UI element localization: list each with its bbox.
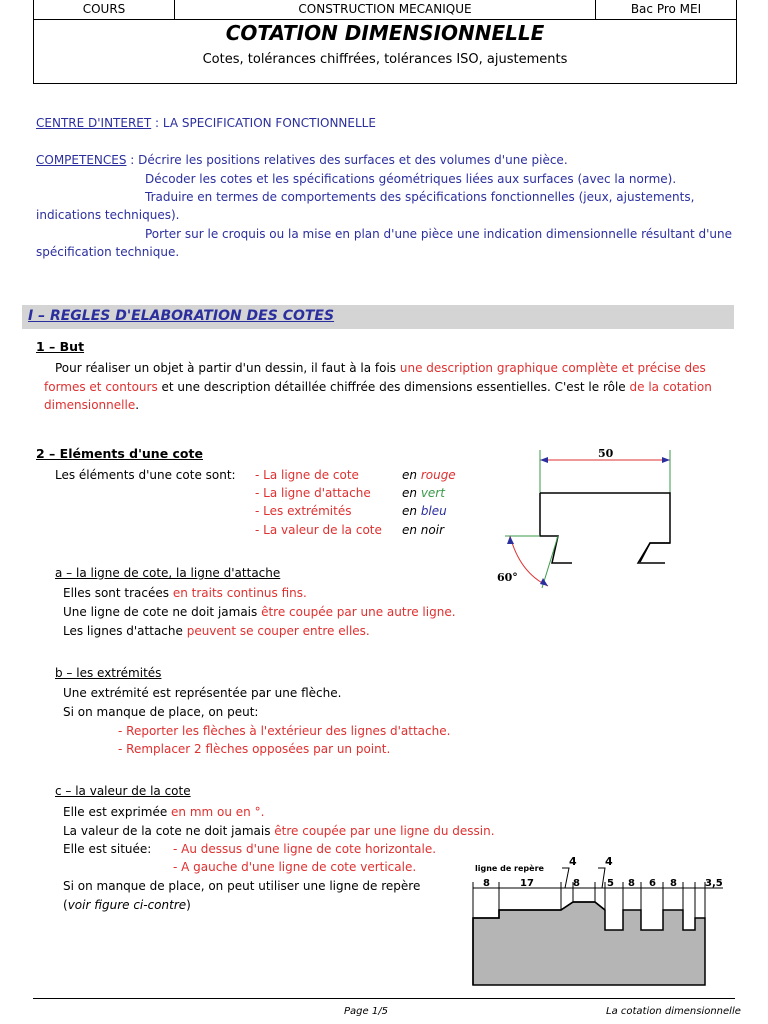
dim-8c: 8: [628, 878, 635, 889]
paren: (: [63, 898, 68, 912]
footer-doc-title: La cotation dimensionnelle: [606, 1006, 741, 1017]
section-title: I – REGLES D'ELABORATION DES COTES: [28, 308, 335, 324]
figure-reference: voir figure ci-contre: [67, 898, 187, 912]
sub-b-line-2: Si on manque de place, on peut:: [63, 705, 259, 719]
page-subtitle: Cotes, tolérances chiffrées, tolérances ISO, ajustements: [202, 52, 568, 67]
elements-intro: Les éléments d'une cote sont:: [55, 468, 236, 482]
dim-8d: 8: [670, 878, 677, 889]
element-color-bleu: [402, 504, 447, 518]
element-item-valeur: - La valeur de la cote: [255, 523, 382, 537]
centre-label: CENTRE D'INTERET: [36, 116, 152, 130]
sub-c-text: Elle est exprimée: [63, 805, 172, 819]
dim-8b: 8: [573, 878, 580, 889]
but-text: et une description détaillée chiffrée des dimensions essentielles. C'est le rôle: [157, 380, 630, 394]
competences-4b: spécification technique.: [36, 245, 180, 259]
element-item-extremites: - Les extrémités: [255, 504, 352, 518]
element-color: rouge: [420, 468, 456, 482]
header-course: COURS: [34, 0, 175, 19]
competences-label: COMPETENCES: [36, 153, 127, 167]
dim-17: 17: [520, 878, 534, 889]
heading-but: 1 – But: [36, 339, 85, 354]
element-en: en: [402, 468, 421, 482]
angle-value: 60°: [497, 571, 518, 584]
leader-value-1: 4: [569, 855, 577, 868]
dim-3-5: 3,5: [705, 878, 723, 889]
heading-sub-a: a – la ligne de cote, la ligne d'attache: [55, 566, 281, 580]
sub-a-highlight: être coupée par une autre ligne.: [261, 605, 456, 619]
element-item-ligne-cote: - La ligne de cote: [255, 468, 359, 482]
cote-elements-figure: [480, 438, 730, 598]
sub-b-line-1: Une extrémité est représentée par une flèche.: [63, 686, 342, 700]
element-en: en: [402, 504, 421, 518]
competences-4a: Porter sur le croquis ou la mise en plan d'une pièce une indication dimensionnelle résultant d'une: [145, 227, 733, 241]
element-en: en: [402, 486, 421, 500]
dim-8a: 8: [483, 878, 490, 889]
sub-b-line-4: - Remplacer 2 flèches opposées par un point.: [118, 742, 391, 756]
leader-value-2: 4: [605, 855, 613, 868]
sub-c-line-5: Si on manque de place, on peut utiliser une ligne de repère: [63, 879, 421, 893]
competences-1: [36, 153, 568, 167]
competences-3b: indications techniques).: [36, 208, 180, 222]
sub-a-highlight: peuvent se couper entre elles.: [186, 624, 370, 638]
but-line-2: [44, 380, 712, 394]
sub-a-line-1: [63, 586, 307, 600]
sub-a-highlight: en traits continus fins.: [172, 586, 307, 600]
sub-c-line-3b: - Au dessus d'une ligne de cote horizontale.: [173, 842, 437, 856]
element-color-rouge: [402, 468, 456, 482]
sub-a-text: Une ligne de cote ne doit jamais: [63, 605, 262, 619]
sub-c-line-4: - A gauche d'une ligne de cote verticale.: [173, 860, 417, 874]
sub-c-highlight: en mm ou en °.: [171, 805, 265, 819]
competences-3a: Traduire en termes de comportements des spécifications fonctionnelles (jeux, ajustements,: [145, 190, 695, 204]
element-color: vert: [420, 486, 445, 500]
sub-c-text: La valeur de la cote ne doit jamais: [63, 824, 275, 838]
sub-a-text: Les lignes d'attache: [63, 624, 187, 638]
competence-text: : Décrire les positions relatives des surfaces et des volumes d'une pièce.: [126, 153, 568, 167]
footer-rule: [33, 998, 735, 999]
sub-b-line-3: - Reporter les flèches à l'extérieur des lignes d'attache.: [118, 724, 451, 738]
but-text: .: [135, 398, 140, 412]
but-highlight: formes et contours: [44, 380, 158, 394]
leader-label: ligne de repère: [475, 864, 544, 873]
centre-value: : LA SPECIFICATION FONCTIONNELLE: [151, 116, 376, 130]
but-line-3: [44, 398, 139, 412]
header-class: Bac Pro MEI: [630, 2, 702, 16]
but-text: Pour réaliser un objet à partir d'un dessin, il faut à la fois: [55, 361, 400, 375]
element-color-vert: [402, 486, 445, 500]
page-title: COTATION DIMENSIONNELLE: [225, 21, 545, 45]
header-row: [34, 0, 736, 20]
sub-c-highlight: être coupée par une ligne du dessin.: [274, 824, 495, 838]
competences-2: Décoder les cotes et les spécifications géométriques liées aux surfaces (avec la norme).: [145, 172, 677, 186]
element-item-ligne-attache: - La ligne d'attache: [255, 486, 371, 500]
sub-a-line-3: [63, 624, 370, 638]
element-color-noir: en noir: [402, 523, 445, 537]
sub-a-line-2: [63, 605, 456, 619]
section-heading: [22, 305, 734, 329]
dim-5: 5: [607, 878, 614, 889]
heading-elements: 2 – Eléments d'une cote: [36, 446, 203, 461]
footer-page: Page 1/5: [344, 1006, 388, 1017]
header-subject: CONSTRUCTION MECANIQUE: [175, 0, 596, 19]
dim-6: 6: [649, 878, 656, 889]
cote-value: 50: [598, 447, 614, 460]
centre-interet: [36, 116, 376, 130]
sub-a-text: Elles sont tracées: [63, 586, 173, 600]
paren: ): [186, 898, 191, 912]
sub-c-line-6: [63, 898, 191, 912]
header-box: [33, 0, 737, 84]
element-color: bleu: [420, 504, 447, 518]
sub-c-line-1: [63, 805, 264, 819]
but-highlight: dimensionnelle: [44, 398, 136, 412]
but-highlight: de la cotation: [629, 380, 712, 394]
sub-c-line-2: [63, 824, 495, 838]
heading-sub-b: b – les extrémités: [55, 666, 162, 680]
heading-sub-c: c – la valeur de la cote: [55, 784, 191, 798]
leader-line-figure: [465, 850, 735, 990]
sub-c-line-3a: Elle est située:: [63, 842, 152, 856]
but-line-1: [55, 361, 706, 375]
but-highlight: une description graphique complète et précise des: [399, 361, 706, 375]
